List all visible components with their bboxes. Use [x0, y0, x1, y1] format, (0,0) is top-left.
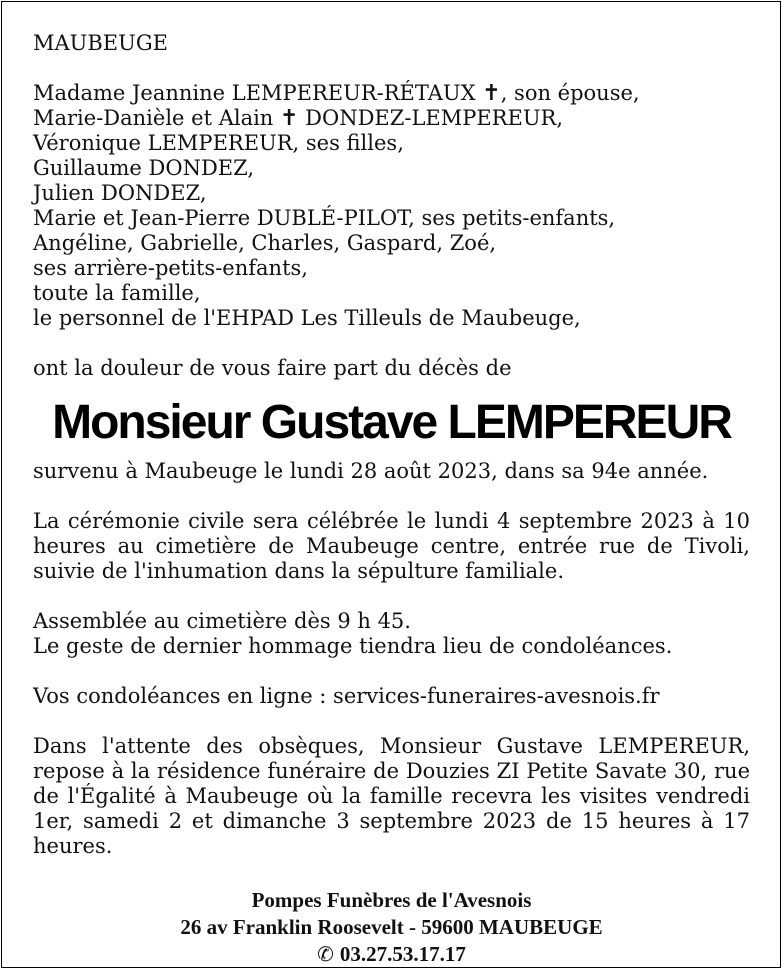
cross-icon: ✝	[280, 106, 299, 131]
announcement-text: ont la douleur de vous faire part du décès de	[33, 356, 512, 380]
town-heading: MAUBEUGE	[33, 31, 168, 55]
funeral-home-name: Pompes Funèbres de l'Avesnois	[251, 888, 532, 912]
cross-icon: ✝	[482, 81, 501, 106]
death-details: survenu à Maubeuge le lundi 28 août 2023, dans sa 94e année.	[33, 459, 709, 483]
family-line-spouse: Madame Jeannine LEMPEREUR-RÉTAUX ✝, son épouse,	[33, 81, 640, 106]
obituary-notice	[33, 31, 750, 968]
funeral-home-address: 26 av Franklin Roosevelt - 59600 MAUBEUGE	[180, 915, 603, 939]
family-line-great-grandchildren: ses arrière-petits-enfants,	[33, 256, 308, 280]
ceremony-paragraph: La cérémonie civile sera célébrée le lundi 4 septembre 2023 à 10 heures au cimetière de Maubeuge centre, entrée rue de Tivoli, suivie de l'inhumation dans la sépulture familiale.	[33, 509, 750, 583]
funeral-home-block	[33, 887, 750, 968]
family-line-great-grandchildren-names: Angéline, Gabrielle, Charles, Gaspard, Zoé,	[33, 231, 497, 255]
tribute-note: Le geste de dernier hommage tiendra lieu de condoléances.	[33, 634, 673, 658]
family-line-grandchild-1: Guillaume DONDEZ,	[33, 156, 255, 180]
funeral-home-phone: ✆ 03.27.53.17.17	[317, 942, 466, 966]
family-line-whole-family: toute la famille,	[33, 281, 201, 305]
online-condolences: Vos condoléances en ligne : services-funeraires-avesnois.fr	[33, 684, 660, 708]
assembly-time: Assemblée au cimetière dès 9 h 45.	[33, 609, 411, 633]
family-line-daughter-2: Véronique LEMPEREUR, ses filles,	[33, 131, 404, 155]
family-line-daughter-1: Marie-Danièle et Alain ✝ DONDEZ-LEMPEREUR,	[33, 106, 564, 131]
family-list	[33, 81, 750, 331]
rest-paragraph: Dans l'attente des obsèques, Monsieur Gustave LEMPEREUR, repose à la résidence funéraire de Douzies ZI Petite Savate 30, rue de l'Égalité à Maubeuge où la famille recevra les visites vendredi 1er, samedi 2 et dimanche 3 septembre 2023 de 15 heures à 17 heures.	[33, 734, 750, 858]
family-line-staff: le personnel de l'EHPAD Les Tilleuls de Maubeuge,	[33, 306, 581, 330]
deceased-name: Monsieur Gustave LEMPEREUR	[52, 396, 731, 449]
family-line-grandchildren: Marie et Jean-Pierre DUBLÉ-PILOT, ses petits-enfants,	[33, 206, 616, 230]
family-line-grandchild-2: Julien DONDEZ,	[33, 181, 207, 205]
assembly-paragraph	[33, 609, 750, 659]
phone-icon: ✆	[317, 942, 334, 966]
